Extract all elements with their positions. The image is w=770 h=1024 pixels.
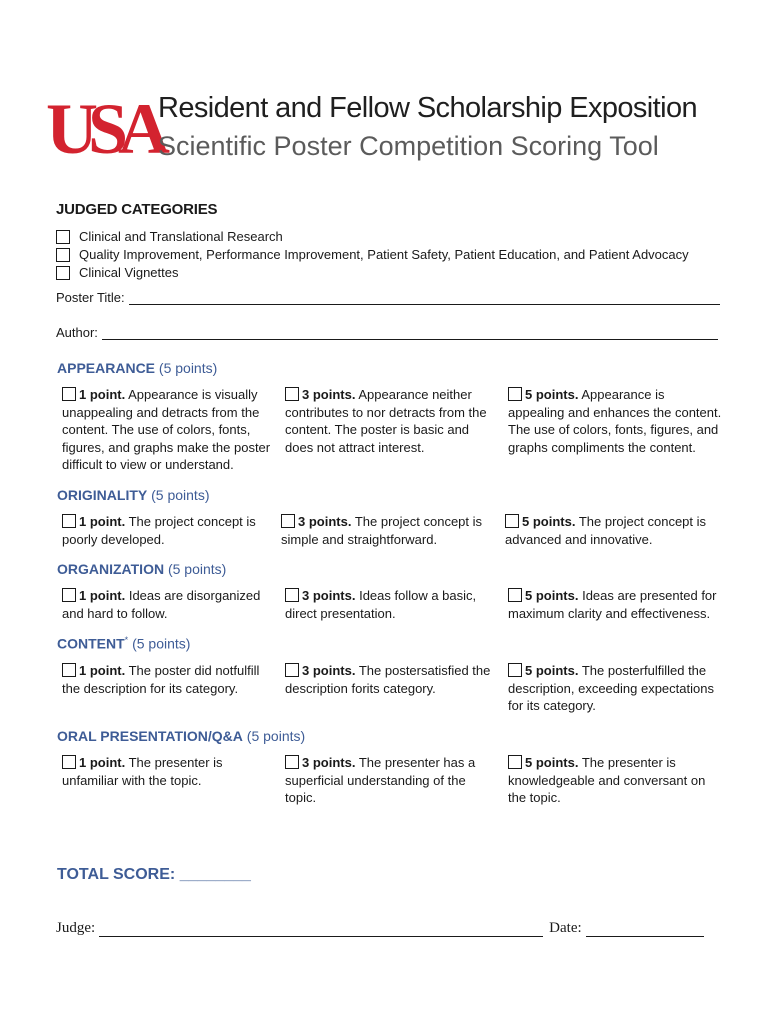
score-option[interactable]: 5 points. The posterfulfilled the description, exceeding expectations for its category. (508, 663, 714, 714)
category-label: Clinical Vignettes (79, 265, 179, 280)
category-option[interactable] (56, 247, 689, 262)
score-option[interactable]: 5 points. Appearance is appealing and enhances the content. The use of colors, fonts, figures, and graphs compliments the content. (508, 387, 722, 455)
section-heading-originality: ORIGINALITY (5 points) (57, 487, 210, 503)
category-label: Quality Improvement, Performance Improvement, Patient Safety, Patient Education, and Patient Advocacy (79, 247, 689, 262)
page-subtitle: Scientific Poster Competition Scoring Tool (158, 131, 659, 161)
score-option[interactable]: 3 points. Appearance neither contributes to nor detracts from the content. The poster is basic and does not attract interest. (285, 387, 487, 455)
usa-logo-text: USA (46, 89, 161, 169)
checkbox[interactable] (56, 230, 70, 244)
poster-title-label: Poster Title: (56, 290, 125, 305)
section-heading-oral-presentation: ORAL PRESENTATION/Q&A (5 points) (57, 728, 306, 744)
checkbox[interactable] (281, 514, 295, 528)
score-option[interactable]: 1 point. Ideas are disorganized and hard to follow. (62, 588, 261, 621)
category-option[interactable] (56, 229, 283, 244)
checkbox[interactable] (285, 387, 299, 401)
score-option[interactable]: 5 points. The presenter is knowledgeable and conversant on the topic. (508, 755, 706, 806)
score-option[interactable]: 5 points. Ideas are presented for maximum clarity and effectiveness. (508, 588, 717, 621)
checkbox[interactable] (285, 755, 299, 769)
score-option[interactable]: 1 point. The presenter is unfamiliar with the topic. (62, 755, 223, 788)
score-option[interactable]: 1 point. The poster did notfulfill the description for its category. (62, 663, 260, 696)
usa-logo (46, 89, 161, 169)
page-title: Resident and Fellow Scholarship Exposition (158, 92, 697, 124)
total-score[interactable] (57, 866, 251, 884)
category-label: Clinical and Translational Research (79, 229, 283, 244)
checkbox[interactable] (508, 588, 522, 602)
author-field[interactable] (56, 325, 718, 340)
section-heading-appearance: APPEARANCE (5 points) (57, 360, 218, 376)
checkbox[interactable] (62, 663, 76, 677)
checkbox[interactable] (285, 663, 299, 677)
category-option[interactable] (56, 265, 178, 280)
checkbox[interactable] (508, 663, 522, 677)
author-line[interactable] (102, 327, 718, 340)
signature-row (56, 920, 704, 937)
total-score-blank[interactable]: ________ (179, 866, 251, 883)
score-option[interactable]: 3 points. The presenter has a superficial understanding of the topic. (285, 755, 476, 806)
checkbox[interactable] (508, 387, 522, 401)
checkbox[interactable] (285, 588, 299, 602)
judge-line[interactable] (99, 924, 543, 937)
checkbox[interactable] (62, 588, 76, 602)
checkbox[interactable] (62, 514, 76, 528)
checkbox[interactable] (56, 266, 70, 280)
section-heading-organization: ORGANIZATION (5 points) (57, 561, 227, 577)
author-label: Author: (56, 325, 98, 340)
checkbox[interactable] (508, 755, 522, 769)
checkbox[interactable] (62, 387, 76, 401)
checkbox[interactable] (62, 755, 76, 769)
score-option[interactable]: 5 points. The project concept is advanced and innovative. (505, 514, 707, 547)
checkbox[interactable] (505, 514, 519, 528)
score-option[interactable]: 3 points. The project concept is simple and straightforward. (281, 514, 483, 547)
poster-title-line[interactable] (129, 292, 720, 305)
score-option[interactable]: 3 points. Ideas follow a basic, direct presentation. (285, 588, 477, 621)
score-option[interactable]: 1 point. The project concept is poorly developed. (62, 514, 256, 547)
date-line[interactable] (586, 924, 704, 937)
checkbox[interactable] (56, 248, 70, 262)
score-option[interactable]: 3 points. The postersatisfied the description forits category. (285, 663, 491, 696)
judged-categories-heading: JUDGED CATEGORIES (56, 201, 218, 218)
poster-title-field[interactable] (56, 290, 720, 305)
total-score-label: TOTAL SCORE: (57, 866, 176, 883)
date-label: Date: (549, 920, 582, 936)
section-heading-content: CONTENT* (5 points) (57, 635, 191, 652)
score-option[interactable]: 1 point. Appearance is visually unappealing and detracts from the content. The use of colors, fonts, figures, and graphs make the poster difficult to view or understand. (62, 387, 271, 473)
judge-label: Judge: (56, 920, 96, 936)
